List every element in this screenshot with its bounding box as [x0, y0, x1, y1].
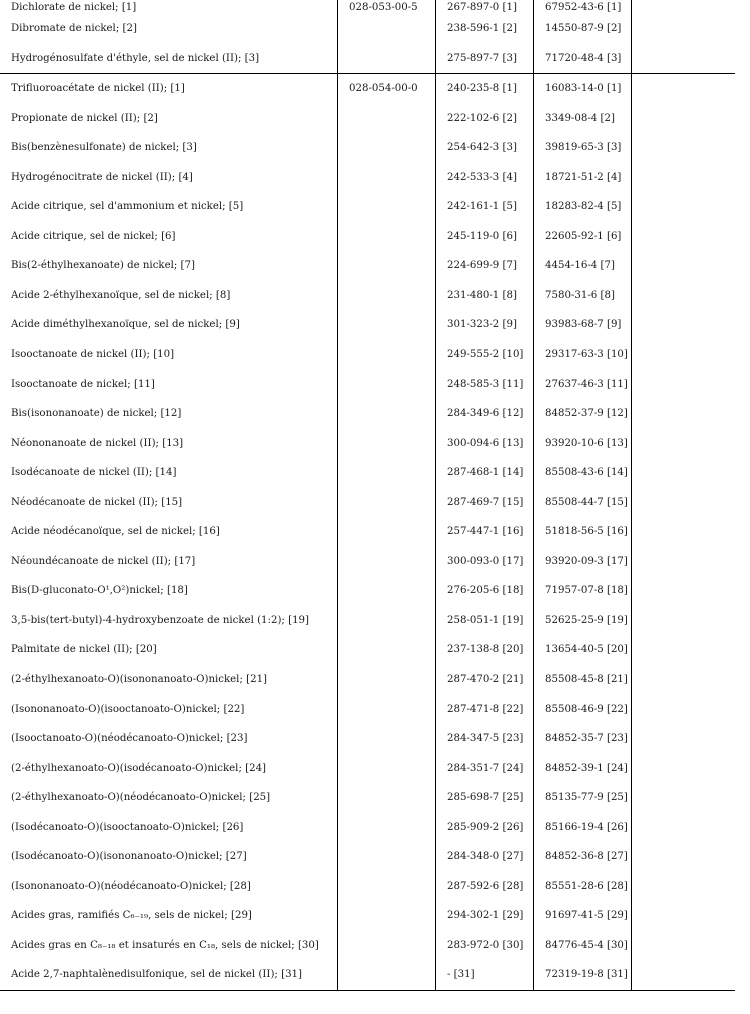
index-number-cell — [338, 310, 436, 340]
substance-name-cell: (2-éthylhexanoato-O)(néodécanoato-O)nickel; [25] — [11, 792, 271, 804]
cas-number-cell: 85135-77-9 [25] — [534, 783, 632, 813]
notes-cell — [632, 931, 736, 961]
notes-cell — [632, 665, 736, 695]
notes-cell — [632, 192, 736, 222]
index-number-cell — [338, 812, 436, 842]
table-row — [0, 340, 735, 370]
substance-name-cell: Acides gras en C₈₋₁₈ et insaturés en C₁₈, sels de nickel; [30] — [11, 939, 319, 951]
notes-cell — [632, 547, 736, 577]
index-number-cell — [338, 753, 436, 783]
notes-cell — [632, 14, 736, 43]
ec-number-cell: 222-102-6 [2] — [436, 103, 534, 133]
substance-name-cell: Palmitate de nickel (II); [20] — [11, 644, 157, 656]
substance-name-cell: Propionate de nickel (II); [2] — [11, 112, 158, 124]
cas-number-cell: 84852-35-7 [23] — [534, 724, 632, 754]
notes-cell — [632, 369, 736, 399]
substance-name-cell: Isodécanoate de nickel (II); [14] — [11, 467, 177, 479]
index-number-cell — [338, 960, 436, 990]
ec-number-cell: 245-119-0 [6] — [436, 222, 534, 252]
notes-cell — [632, 635, 736, 665]
notes-cell — [632, 872, 736, 902]
index-number-cell — [338, 694, 436, 724]
substance-name-cell: Acide 2,7-naphtalènedisulfonique, sel de nickel (II); [31] — [0, 960, 338, 990]
index-number-cell — [338, 635, 436, 665]
index-number-cell — [338, 872, 436, 902]
substance-name-cell: 3,5-bis(tert-butyl)-4-hydroxybenzoate de nickel (1:2); [19] — [11, 614, 310, 626]
ec-number-cell: 275-897-7 [3] — [436, 43, 534, 73]
substance-name-cell: Hydrogénocitrate de nickel (II); [4] — [11, 171, 193, 183]
ec-number-cell: 257-447-1 [16] — [436, 517, 534, 547]
index-number-cell — [338, 14, 436, 43]
substance-name-cell: Dichlorate de nickel; [1] — [11, 1, 137, 13]
table-row — [0, 103, 735, 133]
ec-number-cell: 254-642-3 [3] — [436, 133, 534, 163]
ec-number-cell: 287-470-2 [21] — [436, 665, 534, 695]
index-number-cell — [338, 133, 436, 163]
notes-cell — [632, 724, 736, 754]
ec-number-cell: - [31] — [436, 960, 534, 990]
cas-number-cell: 29317-63-3 [10] — [534, 340, 632, 370]
substance-name-cell: Acide citrique, sel de nickel; [6] — [11, 230, 176, 242]
ec-number-cell: 287-469-7 [15] — [436, 487, 534, 517]
cas-number-cell: 18283-82-4 [5] — [534, 192, 632, 222]
ec-number-cell: 276-205-6 [18] — [436, 576, 534, 606]
substance-name-cell: (Isononanoato-O)(néodécanoato-O)nickel; [28] — [11, 880, 251, 892]
table-row — [0, 724, 735, 754]
index-number-cell — [338, 724, 436, 754]
cas-number-cell: 85551-28-6 [28] — [534, 872, 632, 902]
index-number-cell — [338, 547, 436, 577]
ec-number-cell: 301-323-2 [9] — [436, 310, 534, 340]
table-row — [0, 960, 735, 990]
table-row — [0, 547, 735, 577]
table-row — [0, 192, 735, 222]
notes-cell — [632, 222, 736, 252]
table-row — [0, 517, 735, 547]
table-row — [0, 783, 735, 813]
notes-cell — [632, 399, 736, 429]
substance-name-cell: Acide citrique, sel d'ammonium et nickel; [5] — [11, 201, 244, 213]
table-row — [0, 43, 735, 73]
cas-number-cell: 93920-10-6 [13] — [534, 428, 632, 458]
ec-number-cell: 287-592-6 [28] — [436, 872, 534, 902]
substance-name-cell: Bis(isononanoate) de nickel; [12] — [11, 408, 182, 420]
notes-cell — [632, 576, 736, 606]
table-row — [0, 487, 735, 517]
substance-name-cell: Bis(D-gluconato-O¹,O²)nickel; [18] — [11, 585, 188, 597]
index-number-cell — [338, 606, 436, 636]
notes-cell — [632, 458, 736, 488]
substance-name-cell: (Isooctanoato-O)(néodécanoato-O)nickel; [23] — [11, 733, 248, 745]
ec-number-cell: 287-468-1 [14] — [436, 458, 534, 488]
ec-number-cell: 285-909-2 [26] — [436, 812, 534, 842]
ec-number-cell: 242-161-1 [5] — [436, 192, 534, 222]
index-number-cell — [338, 576, 436, 606]
ec-number-cell: 284-347-5 [23] — [436, 724, 534, 754]
ec-number-cell: 284-351-7 [24] — [436, 753, 534, 783]
substance-name-cell: Acide diméthylhexanoïque, sel de nickel; [9] — [11, 319, 240, 331]
cas-number-cell: 13654-40-5 [20] — [534, 635, 632, 665]
table-row — [0, 162, 735, 192]
table-row — [0, 694, 735, 724]
cas-number-cell: 93983-68-7 [9] — [534, 310, 632, 340]
table-row — [0, 635, 735, 665]
table-row — [0, 133, 735, 163]
table-row — [0, 872, 735, 902]
ec-number-cell: 237-138-8 [20] — [436, 635, 534, 665]
substance-name-cell: Néononanoate de nickel (II); [13] — [11, 437, 184, 449]
cas-number-cell: 71957-07-8 [18] — [534, 576, 632, 606]
substance-name-cell: (Isononanoato-O)(isooctanoato-O)nickel; [22] — [11, 703, 245, 715]
table-row — [0, 310, 735, 340]
table-row — [0, 812, 735, 842]
ec-number-cell: 231-480-1 [8] — [436, 281, 534, 311]
index-number-cell — [338, 103, 436, 133]
substance-name-cell: (Isodécanoato-O)(isooctanoato-O)nickel; [26] — [11, 821, 244, 833]
cas-number-cell: 51818-56-5 [16] — [534, 517, 632, 547]
cas-number-cell: 84852-37-9 [12] — [534, 399, 632, 429]
notes-cell — [632, 340, 736, 370]
index-number-cell — [338, 783, 436, 813]
table-row — [0, 606, 735, 636]
table-row — [0, 576, 735, 606]
substance-name-cell: Bis(2-éthylhexanoate) de nickel; [7] — [11, 260, 195, 272]
substance-name-cell: Trifluoroacétate de nickel (II); [1] — [0, 73, 338, 103]
notes-cell — [632, 73, 736, 103]
cas-number-cell: 84776-45-4 [30] — [534, 931, 632, 961]
substance-name-cell: (2-éthylhexanoato-O)(isodécanoato-O)nickel; [24] — [11, 762, 267, 774]
ec-number-cell: 258-051-1 [19] — [436, 606, 534, 636]
index-number-cell — [338, 517, 436, 547]
notes-cell — [632, 606, 736, 636]
ec-number-cell: 224-699-9 [7] — [436, 251, 534, 281]
cas-number-cell: 22605-92-1 [6] — [534, 222, 632, 252]
ec-number-cell: 300-094-6 [13] — [436, 428, 534, 458]
index-number-cell — [338, 162, 436, 192]
cas-number-cell: 91697-41-5 [29] — [534, 901, 632, 931]
table-row — [0, 0, 735, 14]
ec-number-cell: 287-471-8 [22] — [436, 694, 534, 724]
notes-cell — [632, 251, 736, 281]
index-number-cell — [338, 251, 436, 281]
substance-name-cell: Néoundécanoate de nickel (II); [17] — [11, 555, 196, 567]
cas-number-cell: 84852-36-8 [27] — [534, 842, 632, 872]
table-row — [0, 369, 735, 399]
substance-name-cell: Bis(benzènesulfonate) de nickel; [3] — [11, 142, 197, 154]
notes-cell — [632, 281, 736, 311]
notes-cell — [632, 310, 736, 340]
substance-name-cell: Isooctanoate de nickel (II); [10] — [11, 348, 175, 360]
index-number-cell — [338, 222, 436, 252]
notes-cell — [632, 43, 736, 73]
notes-cell — [632, 428, 736, 458]
table-row — [0, 399, 735, 429]
table-row — [0, 931, 735, 961]
notes-cell — [632, 103, 736, 133]
cas-number-cell: 18721-51-2 [4] — [534, 162, 632, 192]
table-row — [0, 281, 735, 311]
table-row — [0, 842, 735, 872]
index-number-cell: 028-054-00-0 — [338, 73, 436, 103]
cas-number-cell: 85166-19-4 [26] — [534, 812, 632, 842]
cas-number-cell: 71720-48-4 [3] — [534, 43, 632, 73]
table-row — [0, 665, 735, 695]
cas-number-cell: 52625-25-9 [19] — [534, 606, 632, 636]
table-row — [0, 73, 735, 103]
table-row — [0, 251, 735, 281]
substance-name-cell: Acides gras, ramifiés C₆₋₁₉, sels de nickel; [29] — [11, 910, 252, 922]
index-number-cell — [338, 192, 436, 222]
substance-name-cell: (2-éthylhexanoato-O)(isononanoato-O)nickel; [21] — [11, 673, 268, 685]
cas-number-cell: 39819-65-3 [3] — [534, 133, 632, 163]
table-row — [0, 901, 735, 931]
ec-number-cell: 285-698-7 [25] — [436, 783, 534, 813]
notes-cell — [632, 0, 736, 14]
cas-number-cell: 16083-14-0 [1] — [534, 73, 632, 103]
substance-name-cell: Isooctanoate de nickel; [11] — [11, 378, 155, 390]
index-number-cell — [338, 428, 436, 458]
ec-number-cell: 267-897-0 [1] — [436, 0, 534, 14]
notes-cell — [632, 517, 736, 547]
cas-number-cell: 67952-43-6 [1] — [534, 0, 632, 14]
index-number-cell — [338, 340, 436, 370]
substance-name-cell: Acide 2-éthylhexanoïque, sel de nickel; [8] — [11, 289, 231, 301]
index-number-cell — [338, 369, 436, 399]
notes-cell — [632, 487, 736, 517]
substance-name-cell: Néodécanoate de nickel (II); [15] — [11, 496, 183, 508]
notes-cell — [632, 812, 736, 842]
cas-number-cell: 85508-45-8 [21] — [534, 665, 632, 695]
ec-number-cell: 284-349-6 [12] — [436, 399, 534, 429]
table-row — [0, 14, 735, 43]
index-number-cell — [338, 281, 436, 311]
cas-number-cell: 84852-39-1 [24] — [534, 753, 632, 783]
ec-number-cell: 300-093-0 [17] — [436, 547, 534, 577]
notes-cell — [632, 133, 736, 163]
table-row — [0, 428, 735, 458]
cas-number-cell: 85508-43-6 [14] — [534, 458, 632, 488]
substance-name-cell: (Isodécanoato-O)(isononanoato-O)nickel; [27] — [11, 851, 247, 863]
cas-number-cell: 14550-87-9 [2] — [534, 14, 632, 43]
cas-number-cell: 3349-08-4 [2] — [534, 103, 632, 133]
index-number-cell — [338, 458, 436, 488]
index-number-cell — [338, 842, 436, 872]
notes-cell — [632, 842, 736, 872]
index-number-cell — [338, 43, 436, 73]
index-number-cell — [338, 399, 436, 429]
table-row — [0, 753, 735, 783]
ec-number-cell: 242-533-3 [4] — [436, 162, 534, 192]
table-row — [0, 458, 735, 488]
notes-cell — [632, 783, 736, 813]
cas-number-cell: 85508-44-7 [15] — [534, 487, 632, 517]
index-number-cell: 028-053-00-5 — [338, 0, 436, 14]
cas-number-cell: 85508-46-9 [22] — [534, 694, 632, 724]
ec-number-cell: 294-302-1 [29] — [436, 901, 534, 931]
cas-number-cell: 7580-31-6 [8] — [534, 281, 632, 311]
cas-number-cell: 72319-19-8 [31] — [534, 960, 632, 990]
ec-number-cell: 240-235-8 [1] — [436, 73, 534, 103]
notes-cell — [632, 694, 736, 724]
ec-number-cell: 249-555-2 [10] — [436, 340, 534, 370]
index-number-cell — [338, 931, 436, 961]
substance-name-cell: Dibromate de nickel; [2] — [11, 23, 137, 35]
table-row — [0, 222, 735, 252]
notes-cell — [632, 162, 736, 192]
ec-number-cell: 238-596-1 [2] — [436, 14, 534, 43]
index-number-cell — [338, 487, 436, 517]
notes-cell — [632, 753, 736, 783]
cas-number-cell: 4454-16-4 [7] — [534, 251, 632, 281]
substance-name-cell: Acide néodécanoïque, sel de nickel; [16] — [11, 526, 220, 538]
index-number-cell — [338, 665, 436, 695]
notes-cell — [632, 960, 736, 990]
substance-name-cell: Hydrogénosulfate d'éthyle, sel de nickel (II); [3] — [11, 52, 260, 64]
index-number-cell — [338, 901, 436, 931]
cas-number-cell: 27637-46-3 [11] — [534, 369, 632, 399]
ec-number-cell: 248-585-3 [11] — [436, 369, 534, 399]
ec-number-cell: 284-348-0 [27] — [436, 842, 534, 872]
notes-cell — [632, 901, 736, 931]
cas-number-cell: 93920-09-3 [17] — [534, 547, 632, 577]
ec-number-cell: 283-972-0 [30] — [436, 931, 534, 961]
